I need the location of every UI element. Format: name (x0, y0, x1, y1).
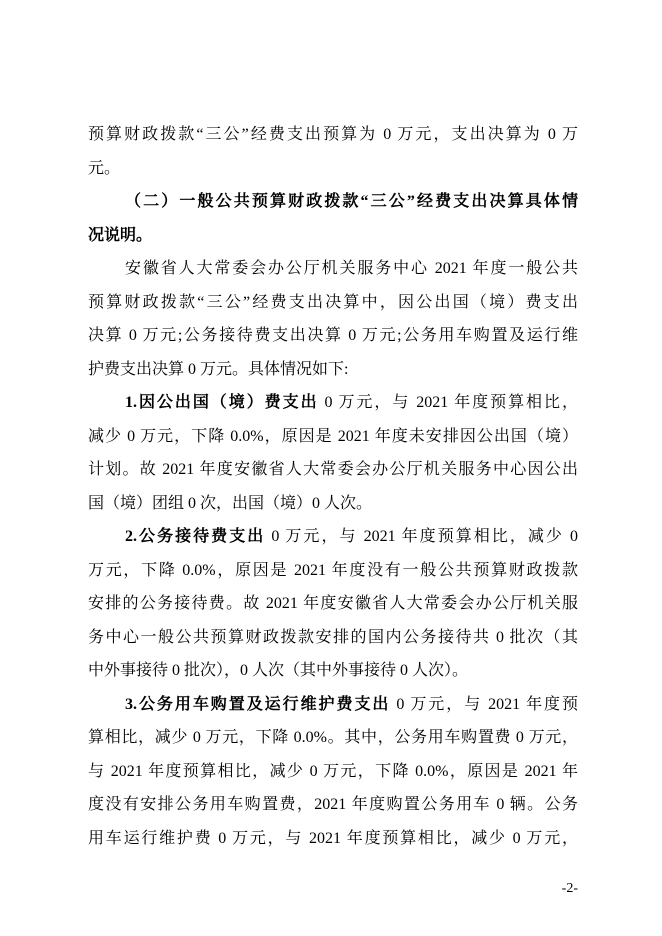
bold-lead: 2.公务接待费支出 (125, 528, 266, 545)
bold-lead: 1.因公出国（境）费支出 (125, 394, 319, 411)
text-run: 0 万元，与 2021 年度预算相比， (324, 394, 578, 411)
text-line: 安徽省人大常委会办公厅机关服务中心 2021 年度一般公共 (125, 260, 578, 277)
section-heading (88, 185, 578, 252)
paragraph-intro (88, 252, 578, 386)
text-line (88, 386, 578, 420)
text-line: 元。 (88, 159, 121, 177)
text-line: 万元，下降 0.0%，原因是 2021 年度没有一般公共预算财政拨款 (88, 561, 578, 579)
paragraph-item-1 (88, 386, 578, 520)
document-body (88, 118, 578, 855)
text-line: 减少 0 万元，下降 0.0%，原因是 2021 年度未安排因公出国（境） (88, 427, 578, 445)
text-line: 中外事接待 0 批次），0 人次（其中外事接待 0 人次）。 (88, 662, 469, 679)
text-line: 用车运行维护费 0 万元，与 2021 年度预算相比，减少 0 万元， (88, 829, 578, 847)
text-line: 务中心一般公共预算财政拨款安排的国内公务接待共 0 批次（其 (88, 628, 578, 646)
bold-lead: 3.公务用车购置及运行维护费支出 (125, 695, 391, 713)
paragraph-continuation (88, 118, 578, 185)
text-line: 预算财政拨款“三公”经费支出决算中，因公出国（境）费支出 (88, 293, 578, 311)
text-line: 与 2021 年度预算相比，减少 0 万元，下降 0.0%，原因是 2021 年 (88, 762, 578, 780)
page-number: -2- (561, 881, 578, 896)
heading-line: 况说明。 (88, 226, 153, 244)
heading-line: （二）一般公共预算财政拨款“三公”经费支出决算具体情 (125, 193, 578, 210)
text-line: 算相比，减少 0 万元，下降 0.0%。其中，公务用车购置费 0 万元， (88, 729, 578, 746)
text-line: 护费支出决算 0 万元。具体情况如下: (88, 360, 349, 378)
text-line: 安排的公务接待费。故 2021 年度安徽省人大常委会办公厅机关服 (88, 595, 578, 612)
text-line: 国（境）团组 0 次，出国（境）0 人次。 (88, 494, 373, 512)
text-line (88, 688, 578, 722)
paragraph-item-2 (88, 520, 578, 688)
text-line: 决算 0 万元;公务接待费支出决算 0 万元;公务用车购置及运行维 (88, 327, 578, 344)
text-line (88, 520, 578, 554)
text-line: 计划。故 2021 年度安徽省人大常委会办公厅机关服务中心因公出 (88, 461, 578, 478)
text-line: 度没有安排公务用车购置费，2021 年度购置公务用车 0 辆。公务 (88, 796, 578, 813)
text-run: 0 万元，与 2021 年度预算相比，减少 0 (271, 528, 578, 545)
text-line: 预算财政拨款“三公”经费支出预算为 0 万元，支出决算为 0 万 (88, 126, 578, 143)
text-run: 0 万元，与 2021 年度预 (396, 695, 578, 713)
paragraph-item-3 (88, 688, 578, 856)
